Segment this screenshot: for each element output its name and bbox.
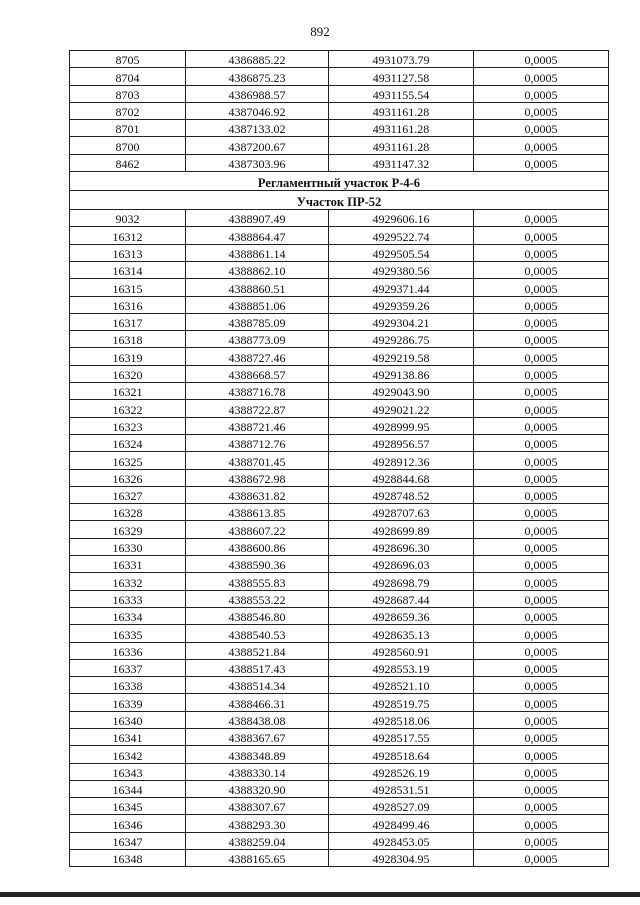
accuracy-cell: 0,0005: [474, 469, 609, 486]
accuracy-cell: 0,0005: [474, 348, 609, 365]
coord-x-cell: 4388907.49: [186, 210, 329, 227]
accuracy-cell: 0,0005: [474, 279, 609, 296]
point-number-cell: 16313: [70, 244, 186, 261]
table-row: [70, 400, 609, 417]
coord-x-cell: 4388259.04: [186, 832, 329, 849]
table-row: [70, 154, 609, 171]
coord-y-cell: 4928453.05: [329, 832, 474, 849]
coord-y-cell: 4928696.03: [329, 556, 474, 573]
coord-x-cell: 4387303.96: [186, 154, 329, 171]
coord-y-cell: 4928518.64: [329, 746, 474, 763]
point-number-cell: 16333: [70, 590, 186, 607]
coord-x-cell: 4388607.22: [186, 521, 329, 538]
point-number-cell: 16325: [70, 452, 186, 469]
coordinates-table: [69, 50, 609, 867]
point-number-cell: 16328: [70, 504, 186, 521]
accuracy-cell: 0,0005: [474, 51, 609, 68]
point-number-cell: 16347: [70, 832, 186, 849]
table-row: [70, 832, 609, 849]
coord-y-cell: 4931073.79: [329, 51, 474, 68]
coord-x-cell: 4386988.57: [186, 85, 329, 102]
accuracy-cell: 0,0005: [474, 642, 609, 659]
accuracy-cell: 0,0005: [474, 677, 609, 694]
coord-x-cell: 4388773.09: [186, 331, 329, 348]
point-number-cell: 16320: [70, 365, 186, 382]
coord-x-cell: 4388862.10: [186, 261, 329, 278]
accuracy-cell: 0,0005: [474, 832, 609, 849]
section-headers: [70, 172, 609, 210]
accuracy-cell: 0,0005: [474, 313, 609, 330]
section-title: Регламентный участок Р-4-6: [70, 172, 609, 191]
coord-y-cell: 4928553.19: [329, 659, 474, 676]
accuracy-cell: 0,0005: [474, 625, 609, 642]
accuracy-cell: 0,0005: [474, 556, 609, 573]
table-row: [70, 51, 609, 68]
coord-y-cell: 4928560.91: [329, 642, 474, 659]
table-row: [70, 227, 609, 244]
table-row: [70, 279, 609, 296]
table-row: [70, 711, 609, 728]
accuracy-cell: 0,0005: [474, 383, 609, 400]
accuracy-cell: 0,0005: [474, 244, 609, 261]
table-row: [70, 694, 609, 711]
table-row: [70, 504, 609, 521]
coord-x-cell: 4388546.80: [186, 607, 329, 624]
subsection-title: Участок ПР-52: [70, 191, 609, 210]
coord-x-cell: 4388553.22: [186, 590, 329, 607]
coord-y-cell: 4929606.16: [329, 210, 474, 227]
accuracy-cell: 0,0005: [474, 659, 609, 676]
coord-y-cell: 4929138.86: [329, 365, 474, 382]
coord-y-cell: 4928659.36: [329, 607, 474, 624]
coord-x-cell: 4388348.89: [186, 746, 329, 763]
table-row: [70, 85, 609, 102]
coord-y-cell: 4928748.52: [329, 486, 474, 503]
coord-x-cell: 4388438.08: [186, 711, 329, 728]
coord-y-cell: 4931161.28: [329, 102, 474, 119]
coord-y-cell: 4929021.22: [329, 400, 474, 417]
table-row: [70, 850, 609, 867]
coord-y-cell: 4931147.32: [329, 154, 474, 171]
point-number-cell: 16331: [70, 556, 186, 573]
point-number-cell: 16344: [70, 780, 186, 797]
table-row: [70, 244, 609, 261]
accuracy-cell: 0,0005: [474, 210, 609, 227]
coord-y-cell: 4929359.26: [329, 296, 474, 313]
point-number-cell: 8700: [70, 137, 186, 154]
coord-y-cell: 4929380.56: [329, 261, 474, 278]
point-number-cell: 9032: [70, 210, 186, 227]
table-row: [70, 383, 609, 400]
table-row: [70, 642, 609, 659]
point-number-cell: 16326: [70, 469, 186, 486]
accuracy-cell: 0,0005: [474, 261, 609, 278]
table-row: [70, 261, 609, 278]
table-row: [70, 137, 609, 154]
page-number: 892: [310, 24, 330, 39]
table-row: [70, 521, 609, 538]
coord-x-cell: 4388631.82: [186, 486, 329, 503]
bottom-rule: [0, 892, 640, 897]
table-row: [70, 120, 609, 137]
coord-x-cell: 4388861.14: [186, 244, 329, 261]
coord-y-cell: 4928499.46: [329, 815, 474, 832]
point-number-cell: 16345: [70, 798, 186, 815]
point-number-cell: 8703: [70, 85, 186, 102]
coord-y-cell: 4929371.44: [329, 279, 474, 296]
accuracy-cell: 0,0005: [474, 227, 609, 244]
point-number-cell: 16340: [70, 711, 186, 728]
table-row: [70, 434, 609, 451]
accuracy-cell: 0,0005: [474, 521, 609, 538]
point-number-cell: 16322: [70, 400, 186, 417]
coord-y-cell: 4928527.09: [329, 798, 474, 815]
accuracy-cell: 0,0005: [474, 538, 609, 555]
coord-x-cell: 4387200.67: [186, 137, 329, 154]
coord-y-cell: 4929304.21: [329, 313, 474, 330]
point-number-cell: 16319: [70, 348, 186, 365]
table-row: [70, 296, 609, 313]
coord-y-cell: 4928531.51: [329, 780, 474, 797]
point-number-cell: 16315: [70, 279, 186, 296]
table-row: [70, 538, 609, 555]
table-row: [70, 313, 609, 330]
coord-y-cell: 4929219.58: [329, 348, 474, 365]
table-row: [70, 625, 609, 642]
accuracy-cell: 0,0005: [474, 504, 609, 521]
accuracy-cell: 0,0005: [474, 452, 609, 469]
coord-x-cell: 4388672.98: [186, 469, 329, 486]
coord-x-cell: 4386875.23: [186, 68, 329, 85]
subsection-row: [70, 191, 609, 210]
table-row: [70, 763, 609, 780]
coord-y-cell: 4928687.44: [329, 590, 474, 607]
point-number-cell: 16336: [70, 642, 186, 659]
coord-y-cell: 4928521.10: [329, 677, 474, 694]
table-row: [70, 417, 609, 434]
table-row: [70, 452, 609, 469]
coord-y-cell: 4929505.54: [329, 244, 474, 261]
coord-y-cell: 4928999.95: [329, 417, 474, 434]
coord-x-cell: 4388555.83: [186, 573, 329, 590]
coord-y-cell: 4928699.89: [329, 521, 474, 538]
accuracy-cell: 0,0005: [474, 102, 609, 119]
point-number-cell: 16346: [70, 815, 186, 832]
coord-y-cell: 4929043.90: [329, 383, 474, 400]
accuracy-cell: 0,0005: [474, 711, 609, 728]
coord-x-cell: 4388367.67: [186, 728, 329, 745]
coord-x-cell: 4388785.09: [186, 313, 329, 330]
accuracy-cell: 0,0005: [474, 331, 609, 348]
table-row: [70, 486, 609, 503]
accuracy-cell: 0,0005: [474, 365, 609, 382]
accuracy-cell: 0,0005: [474, 590, 609, 607]
coord-x-cell: 4387046.92: [186, 102, 329, 119]
table-row: [70, 728, 609, 745]
coord-y-cell: 4928526.19: [329, 763, 474, 780]
coord-y-cell: 4928707.63: [329, 504, 474, 521]
accuracy-cell: 0,0005: [474, 798, 609, 815]
accuracy-cell: 0,0005: [474, 120, 609, 137]
point-number-cell: 16316: [70, 296, 186, 313]
accuracy-cell: 0,0005: [474, 486, 609, 503]
table-row: [70, 102, 609, 119]
point-number-cell: 16337: [70, 659, 186, 676]
coord-y-cell: 4928304.95: [329, 850, 474, 867]
table-row: [70, 590, 609, 607]
coord-x-cell: 4388466.31: [186, 694, 329, 711]
accuracy-cell: 0,0005: [474, 85, 609, 102]
accuracy-cell: 0,0005: [474, 815, 609, 832]
coord-y-cell: 4928698.79: [329, 573, 474, 590]
coord-y-cell: 4928517.55: [329, 728, 474, 745]
point-number-cell: 8705: [70, 51, 186, 68]
coord-y-cell: 4928696.30: [329, 538, 474, 555]
coord-x-cell: 4388600.86: [186, 538, 329, 555]
accuracy-cell: 0,0005: [474, 694, 609, 711]
accuracy-cell: 0,0005: [474, 728, 609, 745]
accuracy-cell: 0,0005: [474, 417, 609, 434]
coord-x-cell: 4388514.34: [186, 677, 329, 694]
coord-x-cell: 4388521.84: [186, 642, 329, 659]
coord-x-cell: 4387133.02: [186, 120, 329, 137]
coord-x-cell: 4388517.43: [186, 659, 329, 676]
accuracy-cell: 0,0005: [474, 68, 609, 85]
coord-y-cell: 4931155.54: [329, 85, 474, 102]
point-number-cell: 16335: [70, 625, 186, 642]
table-row: [70, 210, 609, 227]
coord-x-cell: 4388727.46: [186, 348, 329, 365]
table-row: [70, 780, 609, 797]
coord-y-cell: 4928912.36: [329, 452, 474, 469]
coord-x-cell: 4388307.67: [186, 798, 329, 815]
coord-x-cell: 4388716.78: [186, 383, 329, 400]
coord-y-cell: 4928844.68: [329, 469, 474, 486]
point-number-cell: 16348: [70, 850, 186, 867]
coord-x-cell: 4388293.30: [186, 815, 329, 832]
coord-y-cell: 4928956.57: [329, 434, 474, 451]
point-number-cell: 8462: [70, 154, 186, 171]
point-number-cell: 8701: [70, 120, 186, 137]
table-row: [70, 659, 609, 676]
point-number-cell: 8704: [70, 68, 186, 85]
point-number-cell: 16342: [70, 746, 186, 763]
coord-x-cell: 4388722.87: [186, 400, 329, 417]
table-body-top: [70, 51, 609, 172]
coord-x-cell: 4388320.90: [186, 780, 329, 797]
coord-y-cell: 4929522.74: [329, 227, 474, 244]
table-row: [70, 365, 609, 382]
coord-x-cell: 4388540.53: [186, 625, 329, 642]
point-number-cell: 8702: [70, 102, 186, 119]
accuracy-cell: 0,0005: [474, 746, 609, 763]
coord-y-cell: 4931161.28: [329, 137, 474, 154]
coord-y-cell: 4928518.06: [329, 711, 474, 728]
coord-x-cell: 4388712.76: [186, 434, 329, 451]
coord-x-cell: 4388613.85: [186, 504, 329, 521]
point-number-cell: 16341: [70, 728, 186, 745]
table-row: [70, 815, 609, 832]
accuracy-cell: 0,0005: [474, 137, 609, 154]
accuracy-cell: 0,0005: [474, 400, 609, 417]
accuracy-cell: 0,0005: [474, 434, 609, 451]
accuracy-cell: 0,0005: [474, 780, 609, 797]
coord-x-cell: 4388668.57: [186, 365, 329, 382]
accuracy-cell: 0,0005: [474, 573, 609, 590]
accuracy-cell: 0,0005: [474, 296, 609, 313]
point-number-cell: 16323: [70, 417, 186, 434]
coord-x-cell: 4388860.51: [186, 279, 329, 296]
point-number-cell: 16343: [70, 763, 186, 780]
table-row: [70, 746, 609, 763]
table-row: [70, 607, 609, 624]
coord-x-cell: 4388851.06: [186, 296, 329, 313]
point-number-cell: 16327: [70, 486, 186, 503]
point-number-cell: 16317: [70, 313, 186, 330]
accuracy-cell: 0,0005: [474, 607, 609, 624]
table-row: [70, 798, 609, 815]
table-row: [70, 68, 609, 85]
table-row: [70, 331, 609, 348]
table-row: [70, 677, 609, 694]
point-number-cell: 16329: [70, 521, 186, 538]
accuracy-cell: 0,0005: [474, 154, 609, 171]
table-row: [70, 556, 609, 573]
point-number-cell: 16324: [70, 434, 186, 451]
point-number-cell: 16339: [70, 694, 186, 711]
coord-x-cell: 4388590.36: [186, 556, 329, 573]
coord-y-cell: 4928519.75: [329, 694, 474, 711]
accuracy-cell: 0,0005: [474, 763, 609, 780]
coord-y-cell: 4928635.13: [329, 625, 474, 642]
accuracy-cell: 0,0005: [474, 850, 609, 867]
point-number-cell: 16330: [70, 538, 186, 555]
table-row: [70, 469, 609, 486]
point-number-cell: 16312: [70, 227, 186, 244]
coord-x-cell: 4388701.45: [186, 452, 329, 469]
point-number-cell: 16334: [70, 607, 186, 624]
coord-y-cell: 4931127.58: [329, 68, 474, 85]
point-number-cell: 16321: [70, 383, 186, 400]
point-number-cell: 16332: [70, 573, 186, 590]
coord-x-cell: 4388165.65: [186, 850, 329, 867]
point-number-cell: 16318: [70, 331, 186, 348]
coord-x-cell: 4388864.47: [186, 227, 329, 244]
coord-y-cell: 4931161.28: [329, 120, 474, 137]
table-row: [70, 573, 609, 590]
coord-y-cell: 4929286.75: [329, 331, 474, 348]
coord-x-cell: 4388721.46: [186, 417, 329, 434]
point-number-cell: 16314: [70, 261, 186, 278]
section-row: [70, 172, 609, 191]
point-number-cell: 16338: [70, 677, 186, 694]
coord-x-cell: 4388330.14: [186, 763, 329, 780]
coord-x-cell: 4386885.22: [186, 51, 329, 68]
table-row: [70, 348, 609, 365]
table-body-bottom: [70, 210, 609, 867]
